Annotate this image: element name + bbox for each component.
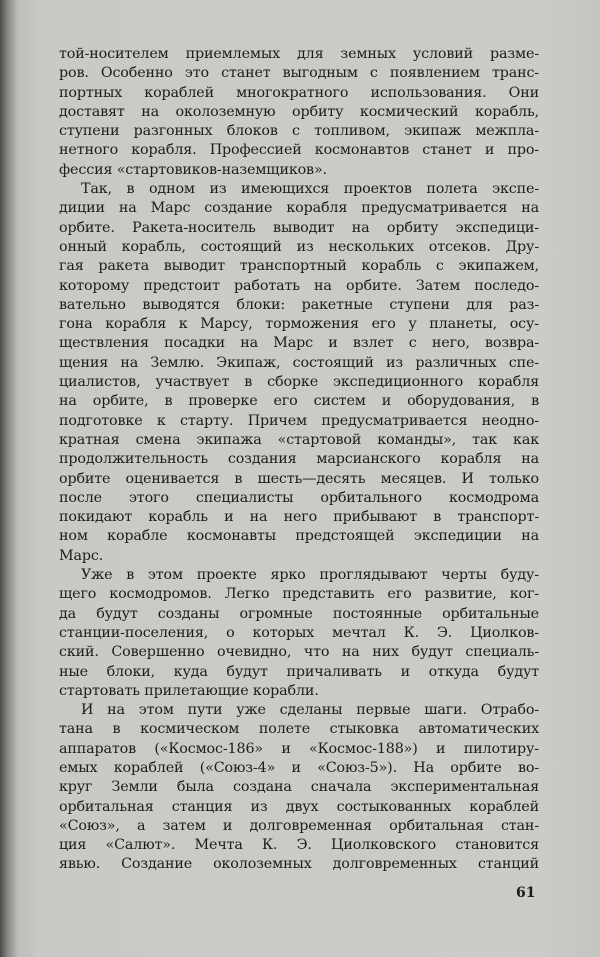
text-line: станции-поселения, о которых мечтал К. Э. Циолков-	[59, 624, 539, 641]
text-line: которому предстоит работать на орбите. Затем последо-	[59, 277, 539, 294]
text-line: Марс.	[59, 547, 104, 564]
text-line: стартовать прилетающие корабли.	[59, 682, 319, 699]
text-line: явью. Создание околоземных долговременных станций	[59, 856, 539, 873]
text-line: ступени разгонных блоков с топливом, экипаж межпла-	[59, 123, 539, 140]
text-line: покидают корабль и на него прибывают в транспорт-	[59, 509, 539, 526]
text-line: фессия «стартовиков-наземщиков».	[59, 161, 327, 178]
text-line: после этого специалисты орбитального космодрома	[59, 489, 539, 506]
text-line: кратная смена экипажа «стартовой команды», так как	[59, 431, 539, 448]
text-line: доставят на околоземную орбиту космический корабль,	[59, 103, 539, 120]
text-line: круг Земли была создана сначала экспериментальная	[59, 779, 539, 796]
text-line: тана в космическом полете стыковка автоматических	[59, 721, 539, 738]
text-line: ский. Совершенно очевидно, что на них будут специаль-	[59, 644, 539, 661]
text-line: гая ракета выводит транспортный корабль с экипажем,	[59, 258, 539, 275]
text-line: ров. Особенно это станет выгодным с появлением транс-	[59, 65, 539, 82]
text-line: ные блоки, куда будут причаливать и откуда будут	[59, 663, 539, 680]
page-number: 61	[516, 885, 536, 901]
text-line: циалистов, участвует в сборке экспедиционного корабля	[59, 374, 539, 391]
text-line: орбите. Ракета-носитель выводит на орбиту экспедици-	[59, 219, 539, 236]
text-line: той-носителем приемлемых для земных условий разме-	[59, 46, 539, 62]
text-line: гона корабля к Марсу, торможения его у планеты, осу-	[59, 316, 539, 333]
text-line: вательно выводятся блоки: ракетные ступени для раз-	[59, 296, 539, 313]
text-line: продолжительность создания марсианского корабля на	[59, 451, 539, 468]
text-line: Уже в этом проекте ярко проглядывают черты буду-	[81, 567, 539, 584]
text-line: подготовке к старту. Причем предусматривается неодно-	[59, 412, 539, 429]
text-line: ция «Салют». Мечта К. Э. Циолковского становится	[59, 837, 539, 854]
text-line: онный корабль, состоящий из нескольких отсеков. Дру-	[59, 238, 539, 255]
text-line: портных кораблей многократного использования. Они	[59, 84, 539, 101]
text-line: аппаратов («Космос-186» и «Космос-188») и пилотиру-	[59, 740, 539, 757]
text-line: «Союз», а затем и долговременная орбитальная стан-	[59, 817, 539, 834]
text-line: да будут созданы огромные постоянные орбитальные	[59, 605, 539, 622]
text-line: емых кораблей («Союз-4» и «Союз-5»). На орбите во-	[59, 759, 539, 776]
text-line: И на этом пути уже сделаны первые шаги. Отрабо-	[81, 702, 539, 719]
text-line: на орбите, в проверке его систем и оборудования, в	[59, 393, 539, 410]
text-line: щего космодромов. Легко представить его развитие, ког-	[59, 586, 539, 603]
text-line: ществления посадки на Марс и взлет с него, возвра-	[59, 335, 539, 352]
text-line: Так, в одном из имеющихся проектов полета экспе-	[81, 181, 539, 198]
text-line: нетного корабля. Профессией космонавтов станет и про-	[59, 142, 539, 159]
text-line: ном корабле космонавты предстоящей экспедиции на	[59, 528, 539, 545]
text-line: орбите оценивается в шесть—десять месяцев. И только	[59, 470, 539, 487]
text-line: орбитальная станция из двух состыкованных кораблей	[59, 798, 539, 815]
body-text	[59, 45, 539, 875]
text-line: диции на Марс создание корабля предусматривается на	[59, 200, 539, 217]
text-line: щения на Землю. Экипаж, состоящий из различных спе-	[59, 354, 539, 371]
